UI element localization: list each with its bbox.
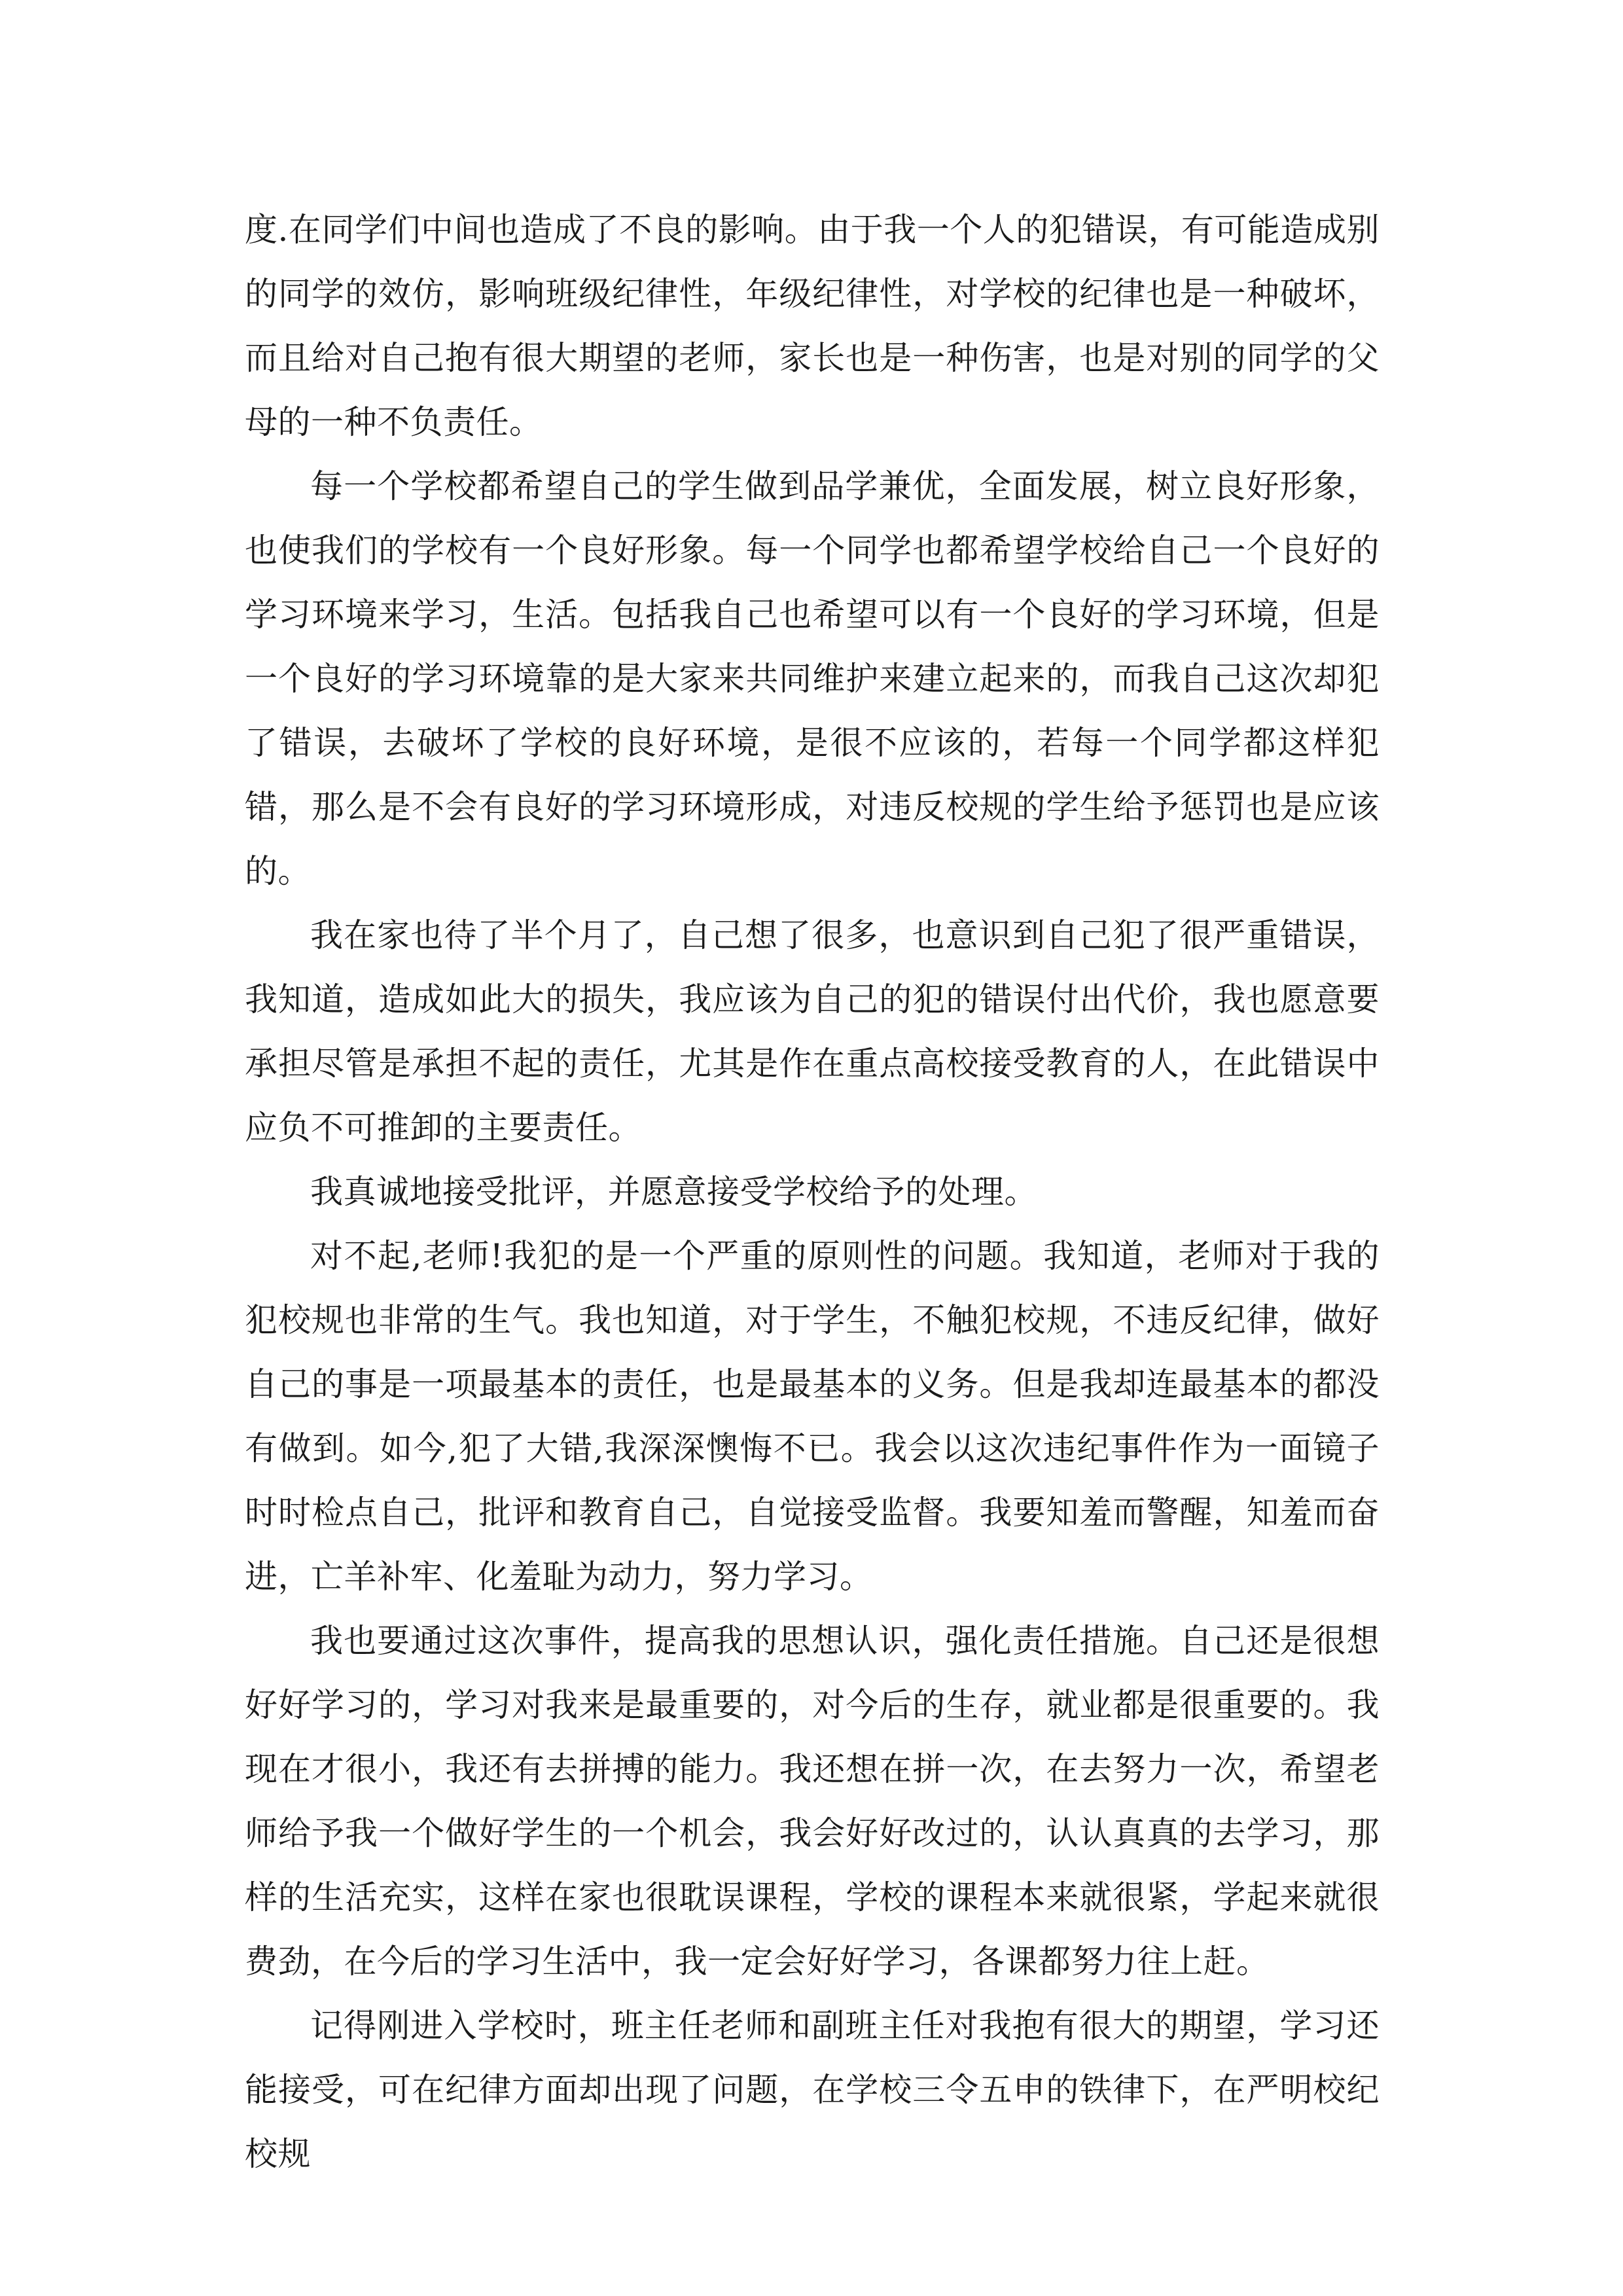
paragraph: 每一个学校都希望自己的学生做到品学兼优，全面发展，树立良好形象，也使我们的学校有一个良好形象。每一个同学也都希望学校给自己一个良好的学习环境来学习，生活。包括我自己也希望可以有一个良好的学习环境，但是一个良好的学习环境靠的是大家来共同维护来建立起来的，而我自己这次却犯了错误，去破坏了学校的良好环境，是很不应该的，若每一个同学都这样犯错，那么是不会有良好的学习环境形成，对违反校规的学生给予惩罚也是应该的。 [245,467,1380,890]
paragraph: 我真诚地接受批评，并愿意接受学校给予的处理。 [310,1173,1037,1211]
paragraph: 我在家也待了半个月了，自己想了很多，也意识到自己犯了很严重错误，我知道，造成如此大的损失，我应该为自己的犯的错误付出代价，我也愿意要承担尽管是承担不起的责任，尤其是作在重点高校接受教育的人，在此错误中应负不可推卸的主要责任。 [245,916,1380,1147]
paragraph: 对不起,老师!我犯的是一个严重的原则性的问题。我知道，老师对于我的犯校规也非常的生气。我也知道，对于学生，不触犯校规，不违反纪律，做好自己的事是一项最基本的责任，也是最基本的义务。但是我却连最基本的都没有做到。如今,犯了大错,我深深懊悔不已。我会以这次违纪事件作为一面镜子时时检点自己，批评和教育自己，自觉接受监督。我要知羞而警醒，知羞而奋进，亡羊补牢、化羞耻为动力，努力学习。 [245,1237,1380,1596]
paragraph: 我也要通过这次事件，提高我的思想认识，强化责任措施。自己还是很想好好学习的，学习对我来是最重要的，对今后的生存，就业都是很重要的。我现在才很小，我还有去拼搏的能力。我还想在拼一次，在去努力一次，希望老师给予我一个做好学生的一个机会，我会好好改过的，认认真真的去学习，那样的生活充实，这样在家也很耽误课程，学校的课程本来就很紧，学起来就很费劲，在今后的学习生活中，我一定会好好学习，各课都努力往上赶。 [245,1622,1380,1981]
document-body [245,198,1380,2186]
paragraph-continuation: 度.在同学们中间也造成了不良的影响。由于我一个人的犯错误，有可能造成别的同学的效仿，影响班级纪律性，年级纪律性，对学校的纪律也是一种破坏，而且给对自己抱有很大期望的老师，家长也是一种伤害，也是对别的同学的父母的一种不负责任。 [245,211,1380,441]
paragraph: 记得刚进入学校时，班主任老师和副班主任对我抱有很大的期望，学习还能接受，可在纪律方面却出现了问题，在学校三令五申的铁律下，在严明校纪校规 [245,2007,1380,2173]
